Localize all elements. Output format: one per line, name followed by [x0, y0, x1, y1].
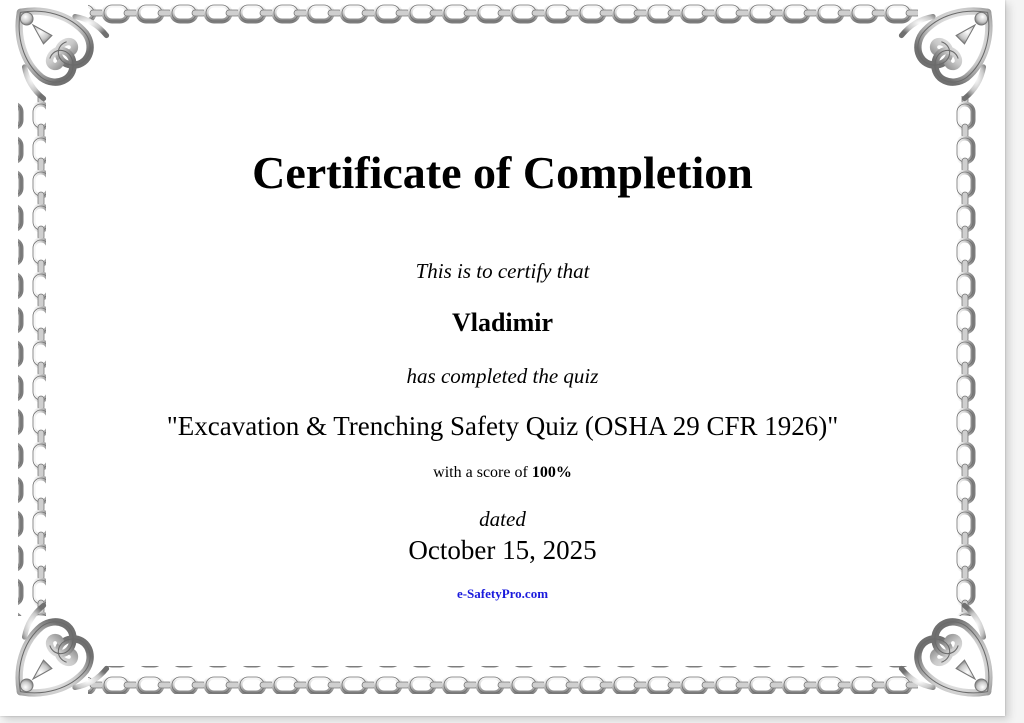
website-line: [0, 585, 1005, 603]
completion-date: October 15, 2025: [408, 535, 597, 565]
score-line: [0, 462, 1005, 484]
dated-label: dated: [479, 507, 526, 531]
recipient-name: Vladimir: [451, 308, 554, 337]
website-link[interactable]: e-SafetyPro.com: [456, 586, 549, 601]
quiz-name: "Excavation & Trenching Safety Quiz (OSHA 29 CFR 1926)": [166, 411, 839, 441]
score-prefix: with a score of: [433, 464, 528, 481]
certify-text: This is to certify that: [415, 259, 590, 283]
completed-text: has completed the quiz: [406, 364, 599, 388]
certificate-title: Certificate of Completion: [252, 147, 753, 198]
score-value: 100%: [531, 464, 572, 481]
